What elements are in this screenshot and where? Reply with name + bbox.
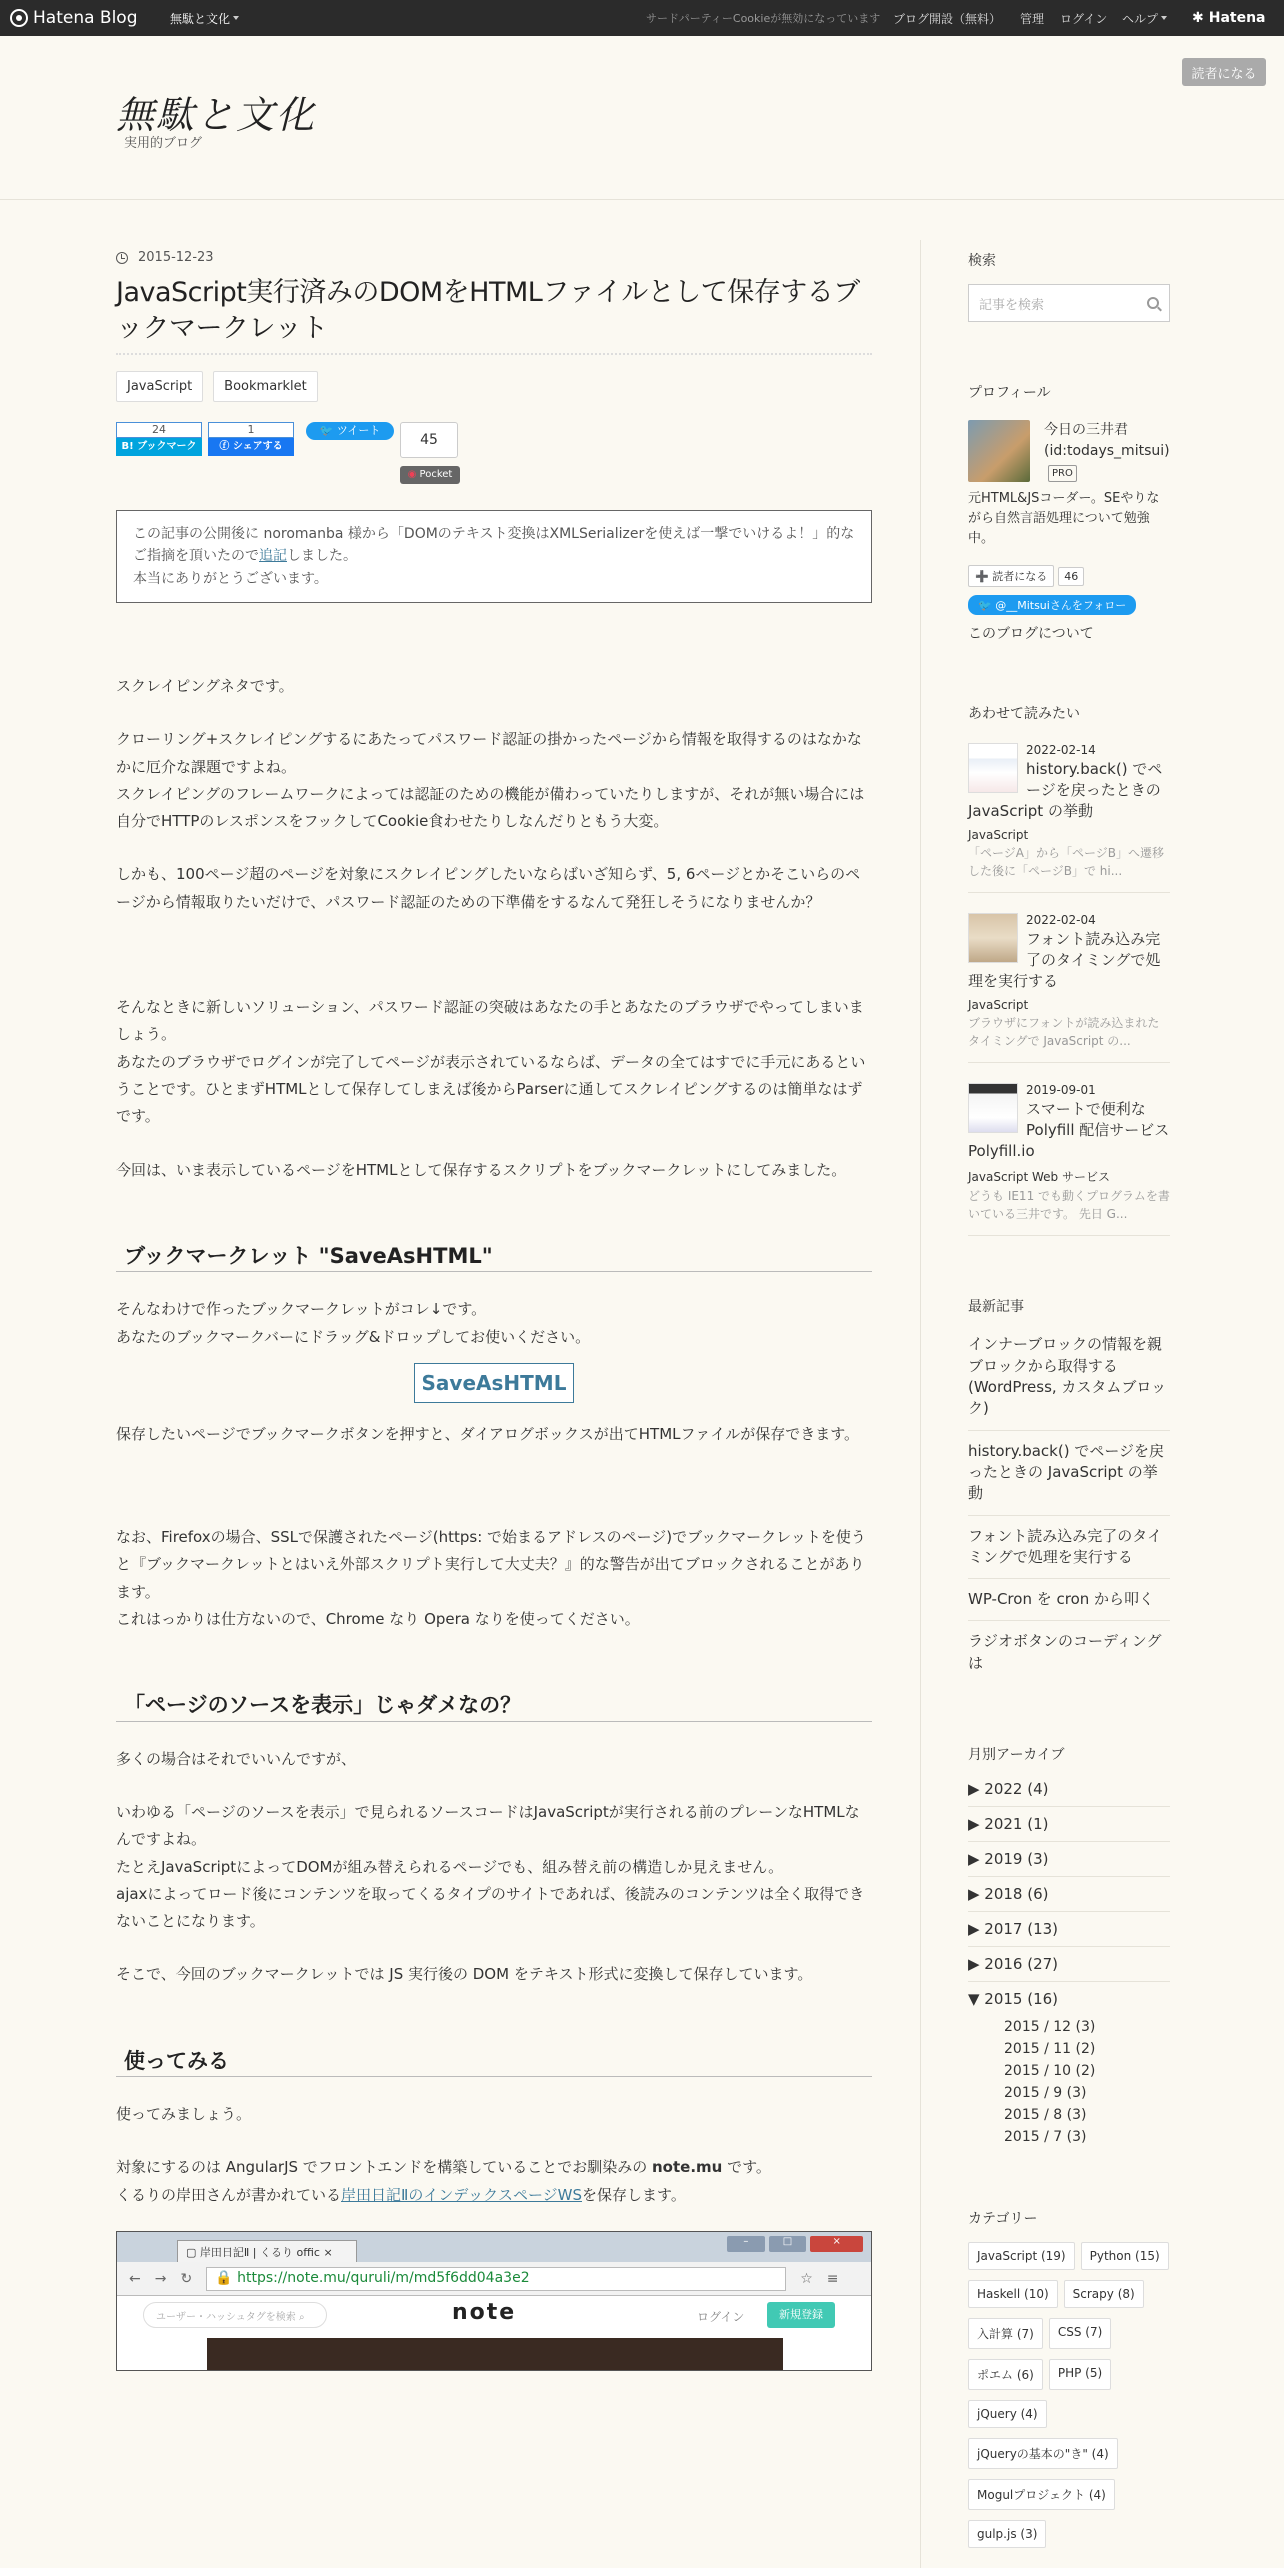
window-controls bbox=[727, 2236, 863, 2252]
profile-name[interactable]: 今日の三井君 (id:todays_mitsui) bbox=[1044, 422, 1170, 459]
section-heading: 「ページのソースを表示」じゃダメなの？ bbox=[116, 1691, 872, 1721]
category-tag[interactable]: Mogulプロジェクト (4) bbox=[968, 2479, 1115, 2510]
note-page bbox=[117, 2296, 872, 2371]
lock-icon: 🔒 bbox=[215, 2269, 238, 2286]
article-date[interactable]: 2015-12-23 bbox=[116, 250, 872, 265]
entry-category[interactable]: JavaScript bbox=[968, 998, 1029, 1013]
category-tag[interactable]: jQueryの基本の"き" (4) bbox=[968, 2438, 1118, 2469]
login-link[interactable]: ログイン bbox=[1060, 11, 1108, 26]
archive-title: 月別アーカイブ bbox=[968, 1746, 1065, 1763]
addendum-link[interactable]: 追記 bbox=[259, 548, 287, 565]
profile-title: プロフィール bbox=[968, 385, 1051, 401]
paragraph: あなたのブックマークバーにドラッグ&ドロップしてお使いください。 bbox=[116, 1327, 591, 1346]
pro-badge: PRO bbox=[1048, 465, 1077, 482]
category-tag[interactable]: ポエム (6) bbox=[968, 2359, 1043, 2390]
paragraph: 使ってみましょう。 bbox=[116, 2105, 252, 2124]
hatena-link[interactable]: ✱ Hatena bbox=[1192, 10, 1266, 26]
twitter-follow-button[interactable]: 🐦 @__Mitsuiさんをフォロー bbox=[968, 595, 1136, 615]
blog-description: 実用的ブログ bbox=[124, 136, 203, 151]
archive-month[interactable]: 2015 / 8 (3) bbox=[1004, 2106, 1087, 2123]
paragraph: いわゆる「ページのソースを表示」で見られるソースコードはJavaScriptが実行される前のプレーンなHTMLなんですよね。 bbox=[116, 1803, 860, 1849]
help-menu[interactable]: ヘルプ bbox=[1122, 0, 1167, 36]
maximize-icon: □ bbox=[769, 2236, 807, 2252]
recent-entry-link[interactable]: ラジオボタンのコーディングは bbox=[968, 1632, 1162, 1672]
pocket-icon: ◉ bbox=[407, 468, 417, 480]
recent-module bbox=[968, 1296, 1170, 1684]
browser-toolbar bbox=[117, 2262, 872, 2296]
paragraph: そんなわけで作ったブックマークレットがコレ↓です。 bbox=[116, 1300, 487, 1319]
category-link[interactable]: Bookmarklet bbox=[213, 371, 318, 402]
entry-title[interactable]: history.back() でページを戻ったときの JavaScript の挙動 bbox=[968, 760, 1163, 821]
reload-icon: ↻ bbox=[180, 2270, 193, 2287]
entry-thumbnail[interactable] bbox=[968, 743, 1018, 793]
archive-year[interactable]: ▶ 2016 (27) bbox=[968, 1947, 1170, 1982]
entry-category[interactable]: JavaScript Web サービス bbox=[968, 1170, 1110, 1185]
chevron-down-icon bbox=[233, 16, 239, 20]
archive-year[interactable]: ▶ 2017 (13) bbox=[968, 1912, 1170, 1947]
update-notice: この記事の公開後に noromanba 様から「DOMのテキスト変換はXMLSerializerを使えば一撃でいけるよ！」的なご指摘を頂いたので追記しました。 本当にありがとうございます。 bbox=[116, 510, 872, 603]
archive-year[interactable]: ▼ 2015 (16) bbox=[968, 1989, 1059, 2008]
archive-year[interactable]: ▶ 2019 (3) bbox=[968, 1842, 1170, 1877]
category-tag[interactable]: Python (15) bbox=[1081, 2242, 1169, 2270]
forward-arrow-icon: → bbox=[154, 2270, 167, 2287]
paragraph: そこで、今回のブックマークレットでは JS 実行後の DOM をテキスト形式に変換して保存しています。 bbox=[116, 1965, 813, 1984]
menu-icon: ≡ bbox=[826, 2270, 839, 2287]
profile-description: 元HTML&JSコーダー。SEやりながら自然言語処理について勉強中。 bbox=[968, 491, 1160, 547]
archive-months bbox=[968, 2016, 1170, 2148]
twitter-bird-icon: 🐦 bbox=[319, 423, 337, 437]
entry-excerpt: ブラウザにフォントが読み込まれたタイミングで JavaScript の... bbox=[968, 1016, 1160, 1049]
archive-month[interactable]: 2015 / 11 (2) bbox=[1004, 2040, 1096, 2057]
category-title: カテゴリー bbox=[968, 2210, 1038, 2227]
entry-excerpt: 「ページA」から「ページB」へ遷移した後に「ページB」で hi... bbox=[968, 846, 1164, 879]
paragraph: たとえJavaScriptによってDOMが組み替えられるページでも、組み替え前の構造しか見えません。 bbox=[116, 1857, 784, 1876]
search-icon[interactable] bbox=[1147, 297, 1159, 309]
article bbox=[116, 240, 872, 2371]
paragraph: これはっかりは仕方ないので、Chrome なり Opera なりを使ってください。 bbox=[116, 1610, 640, 1629]
pocket-button[interactable]: 45 ◉ Pocket bbox=[400, 422, 460, 486]
archive-module bbox=[968, 1744, 1170, 2148]
category-tag[interactable]: CSS (7) bbox=[1049, 2318, 1111, 2349]
browser-address-bar: 🔒 https://note.mu/quruli/m/md5f6dd04a3e2 bbox=[206, 2267, 786, 2291]
related-entry[interactable]: 2019-09-01 スマートで便利な Polyfill 配信サービス Polyfill.io JavaScript Web サービス どうも IE11 でも動くプログラムを書いている三井です。 先日 G... bbox=[968, 1083, 1170, 1236]
star-icon: ☆ bbox=[800, 2270, 813, 2287]
subscribe-button[interactable]: 読者になる bbox=[1182, 58, 1266, 86]
bookmarklet-link[interactable]: SaveAsHTML bbox=[414, 1363, 574, 1403]
paragraph: ajaxによってロード後にコンテンツを取ってくるタイプのサイトであれば、後読みのコンテンツは全く取得できないことになります。 bbox=[116, 1884, 865, 1931]
recent-entry-link[interactable]: history.back() でページを戻ったときの JavaScript の挙動 bbox=[968, 1431, 1170, 1516]
plus-icon: ➕ bbox=[975, 570, 989, 584]
search-title: 検索 bbox=[968, 253, 996, 269]
entry-thumbnail[interactable] bbox=[968, 1083, 1018, 1133]
category-tag[interactable]: Haskell (10) bbox=[968, 2280, 1058, 2308]
paragraph: クローリング+スクレイピングするにあたってパスワード認証の掛かったページから情報を取得するのはなかなかに厄介な課題ですよね。 bbox=[116, 730, 862, 776]
note-signup: 新規登録 bbox=[767, 2302, 835, 2328]
search-input[interactable]: 記事を検索 bbox=[968, 284, 1170, 322]
category-module bbox=[968, 2208, 1170, 2548]
category-tag[interactable]: JavaScript (19) bbox=[968, 2242, 1075, 2270]
recent-title: 最新記事 bbox=[968, 1299, 1024, 1316]
archive-month[interactable]: 2015 / 12 (3) bbox=[1004, 2018, 1096, 2035]
entry-title[interactable]: スマートで便利な Polyfill 配信サービス Polyfill.io bbox=[968, 1100, 1170, 1161]
related-entry[interactable]: 2022-02-04 フォント読み込み完了のタイミングで処理を実行する JavaScript ブラウザにフォントが読み込まれたタイミングで JavaScript の... bbox=[968, 913, 1170, 1063]
paragraph: 対象にするのは AngularJS でフロントエンドを構築していることでお馴染みの note.mu です。 bbox=[116, 2158, 771, 2177]
sidebar-subscribe-button[interactable]: ➕ 読者になる bbox=[968, 565, 1054, 587]
archive-month[interactable]: 2015 / 9 (3) bbox=[1004, 2084, 1087, 2101]
manage-link[interactable]: 管理 bbox=[1020, 11, 1045, 26]
paragraph: 今回は、いま表示しているページをHTMLとして保存するスクリプトをブックマークレットにしてみました。 bbox=[116, 1160, 847, 1179]
related-module bbox=[968, 703, 1170, 1236]
paragraph: なお、Firefoxの場合、SSLで保護されたページ(https: で始まるアドレスのページ)でブックマークレットを使うと『ブックマークレットとはいえ外部スクリプト実行して大丈夫？』的な警告が出てブロックされることがあります。 bbox=[116, 1528, 866, 1601]
facebook-icon: ⓕ bbox=[219, 440, 233, 452]
recent-entry-link[interactable]: フォント読み込み完了のタイミングで処理を実行する bbox=[968, 1516, 1170, 1580]
clock-icon bbox=[116, 252, 128, 264]
close-window-icon: × bbox=[810, 2236, 863, 2252]
category-tag[interactable]: Scrapy (8) bbox=[1064, 2280, 1144, 2308]
search-icon: ⌕ bbox=[299, 2312, 305, 2324]
about-blog-link[interactable]: このブログについて bbox=[968, 626, 1094, 643]
recent-entry-link[interactable]: WP-Cron を cron から叩く bbox=[968, 1579, 1170, 1621]
article-categories bbox=[116, 371, 872, 402]
note-hero-image bbox=[207, 2338, 783, 2371]
section-heading: 使ってみる bbox=[116, 2047, 872, 2077]
twitter-bird-icon: 🐦 bbox=[978, 599, 996, 613]
paragraph: 多くの場合はそれでいいんですが、 bbox=[116, 1749, 357, 1768]
paragraph: くるりの岸田さんが書かれている岸田日記ⅡのインデックスページWSを保存します。 bbox=[116, 2185, 686, 2204]
close-icon: × bbox=[323, 2246, 333, 2260]
entry-title[interactable]: フォント読み込み完了のタイミングで処理を実行する bbox=[968, 930, 1161, 991]
category-link[interactable]: JavaScript bbox=[116, 371, 203, 402]
note-search-input: ユーザー・ハッシュタグを検索 ⌕ bbox=[143, 2302, 327, 2328]
back-arrow-icon: ← bbox=[129, 2270, 141, 2287]
start-blog-link[interactable]: ブログ開設（無料） bbox=[893, 11, 1002, 26]
paragraph: しかも、100ページ超のページを対象にスクレイピングしたいならばいざ知らず、5, 6ページとかそこいらのページから情報取りたいだけで、パスワード認証のための下準備をするなんて発狂しそうになりませんか？ bbox=[116, 865, 861, 911]
paragraph: スクレイピングのフレームワークによっては認証のための機能が備わっていたりしますが、それが無い場合には自分でHTTPのレスポンスをフックしてCookie食わせたりしなんだりともう大変。 bbox=[116, 784, 865, 831]
article-body bbox=[116, 603, 872, 2371]
category-tag[interactable]: PHP (5) bbox=[1049, 2359, 1111, 2390]
category-tag[interactable]: gulp.js (3) bbox=[968, 2520, 1046, 2548]
category-tag[interactable]: jQuery (4) bbox=[968, 2400, 1047, 2428]
entry-thumbnail[interactable] bbox=[968, 913, 1018, 963]
category-tag[interactable]: 入計算 (7) bbox=[968, 2318, 1043, 2349]
social-buttons bbox=[116, 422, 872, 494]
entry-excerpt: どうも IE11 でも動くプログラムを書いている三井です。 先日 G... bbox=[968, 1189, 1170, 1222]
kishida-diary-link[interactable]: 岸田日記ⅡのインデックスページWS bbox=[341, 2185, 583, 2204]
note-logo: note bbox=[452, 2300, 517, 2326]
related-title: あわせて読みたい bbox=[968, 706, 1080, 723]
tweet-button[interactable]: 🐦 ツイート bbox=[306, 422, 394, 440]
profile-module bbox=[968, 382, 1170, 643]
facebook-share-button[interactable]: 1 ⓕ シェアする bbox=[208, 422, 294, 462]
browser-tab: ▢ 岸田日記Ⅱ | くるり offic × bbox=[177, 2240, 357, 2262]
sidebar bbox=[968, 240, 1170, 2548]
archive-year[interactable]: ▶ 2021 (1) bbox=[968, 1807, 1170, 1842]
entry-category[interactable]: JavaScript bbox=[968, 828, 1029, 843]
hatena-logo-icon bbox=[10, 9, 28, 27]
hatena-blog-brand[interactable]: Hatena Blog bbox=[10, 0, 138, 36]
recent-entry-link[interactable]: インナーブロックの情報を親ブロックから取得する (WordPress, カスタムブロック) bbox=[968, 1324, 1170, 1430]
paragraph: あなたのブラウザでログインが完了してページが表示されているならば、データの全てはすでに手元にあるということです。ひとまずHTMLとして保存してしまえば後からParserに通してスクレイピングするのは簡単なはずです。 bbox=[116, 1052, 866, 1126]
global-header bbox=[0, 0, 1284, 36]
hatena-star-icon: ✱ bbox=[1192, 10, 1204, 26]
browser-screenshot bbox=[116, 2231, 872, 2371]
blog-title[interactable]: 無駄と文化 bbox=[116, 93, 317, 137]
paragraph: そんなときに新しいソリューション、パスワード認証の突破はあなたの手とあなたのブラウザでやってしまいましょう。 bbox=[116, 998, 864, 1044]
cookie-notice[interactable]: サードパーティーCookieが無効になっています bbox=[646, 12, 881, 25]
minimize-icon: – bbox=[727, 2236, 765, 2252]
paragraph: スクレイピングネタです。 bbox=[116, 676, 294, 695]
subscriber-count: 46 bbox=[1058, 567, 1084, 586]
note-login: ログイン bbox=[697, 2310, 745, 2325]
blog-menu[interactable]: 無駄と文化 bbox=[170, 0, 239, 36]
chevron-down-icon bbox=[1161, 16, 1167, 20]
avatar[interactable] bbox=[968, 420, 1030, 482]
paragraph: 保存したいページでブックマークボタンを押すと、ダイアログボックスが出てHTMLファイルが保存できます。 bbox=[116, 1424, 859, 1443]
archive-year[interactable]: ▶ 2022 (4) bbox=[968, 1772, 1170, 1807]
related-entry[interactable]: 2022-02-14 history.back() でページを戻ったときの JavaScript の挙動 JavaScript 「ページA」から「ページB」へ遷移した後に「ページB」で hi... bbox=[968, 743, 1170, 893]
hatena-bookmark-button[interactable]: 24 B! ブックマーク bbox=[116, 422, 202, 462]
section-heading: ブックマークレット "SaveAsHTML" bbox=[116, 1242, 872, 1272]
archive-year[interactable]: ▶ 2018 (6) bbox=[968, 1877, 1170, 1912]
archive-month[interactable]: 2015 / 7 (3) bbox=[1004, 2128, 1087, 2145]
archive-month[interactable]: 2015 / 10 (2) bbox=[1004, 2062, 1096, 2079]
sidebar-divider bbox=[920, 240, 921, 2568]
article-title[interactable]: JavaScript実行済みのDOMをHTMLファイルとして保存するブックマークレット bbox=[116, 275, 872, 355]
page-icon: ▢ bbox=[186, 2246, 200, 2260]
